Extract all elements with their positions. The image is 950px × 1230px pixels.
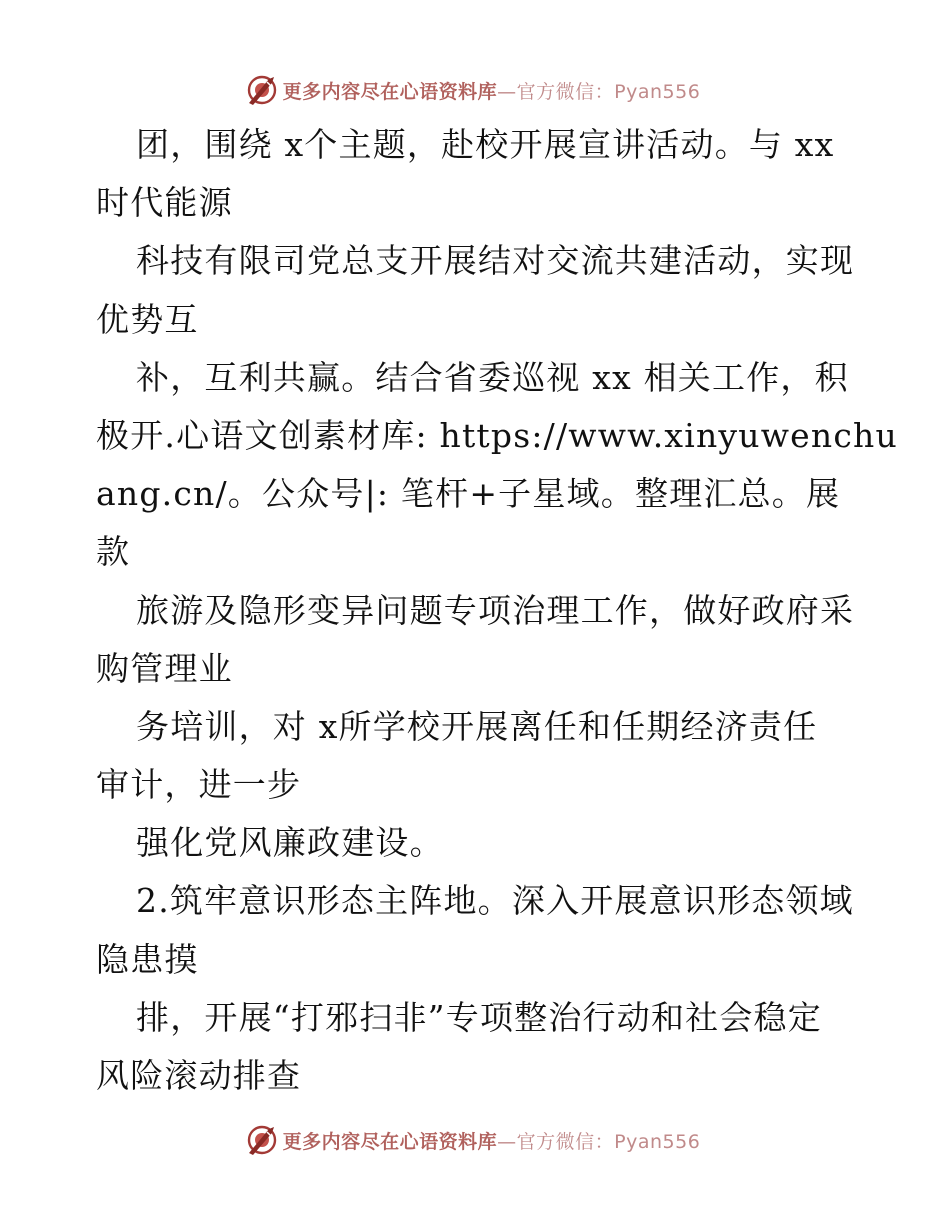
- footer-banner-suffix: —官方微信：Pyan556: [497, 1130, 701, 1153]
- body-line: 排，开展“打邪扫非”专项整治行动和社会稳定: [136, 997, 822, 1037]
- body-line: 时代能源: [96, 183, 233, 223]
- header-banner: [0, 70, 950, 110]
- body-line: 购管理业: [96, 648, 233, 688]
- body-line: 2.筑牢意识形态主阵地。深入开展意识形态领域: [136, 881, 854, 921]
- body-line: 务培训，对 x所学校开展离任和任期经济责任: [136, 706, 818, 746]
- fountain-pen-logo-icon: [245, 73, 279, 107]
- body-line: 团，围绕 x个主题，赴校开展宣讲活动。与 xx: [136, 125, 835, 164]
- body-line: 强化党风廉政建设。: [136, 823, 444, 863]
- header-banner-text: [283, 77, 701, 104]
- header-banner-inner: [245, 73, 701, 107]
- body-line: 审计，进一步: [96, 765, 302, 805]
- body-line: ang.cn/。公众号|: 笔杆+子星域。整理汇总。展: [96, 474, 841, 514]
- document-body: [96, 116, 898, 1105]
- body-line: 旅游及隐形变异问题专项治理工作，做好政府采: [136, 590, 855, 630]
- footer-banner-inner: [245, 1123, 701, 1157]
- body-line: 款: [96, 532, 131, 572]
- body-line: 补，互利共赢。结合省委巡视 xx 相关工作，积: [136, 357, 849, 397]
- fountain-pen-logo-icon: [245, 1123, 279, 1157]
- body-line: 隐患摸: [96, 939, 199, 979]
- body-line: 优势互: [96, 299, 199, 339]
- footer-banner-text: [283, 1127, 701, 1154]
- header-banner-prefix: 更多内容尽在心语资料库: [282, 80, 498, 103]
- body-line: 极开.心语文创素材库: https://www.xinyuwenchu: [96, 415, 898, 455]
- header-banner-suffix: —官方微信：Pyan556: [497, 80, 701, 103]
- footer-banner: [0, 1120, 950, 1160]
- footer-banner-prefix: 更多内容尽在心语资料库: [282, 1130, 498, 1153]
- body-line: 风险滚动排查: [96, 1056, 302, 1095]
- fountain-pen-logo-svg: [245, 73, 279, 107]
- body-line: 科技有限司党总支开展结对交流共建活动，实现: [136, 241, 855, 281]
- fountain-pen-logo-svg: [245, 1123, 279, 1157]
